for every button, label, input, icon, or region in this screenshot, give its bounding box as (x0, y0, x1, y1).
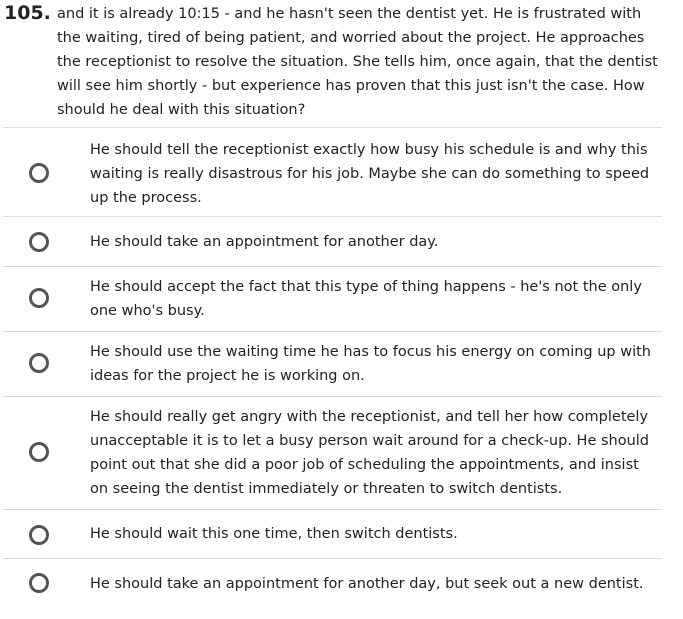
answer-option-label: He should use the waiting time he has to focus his energy on coming up with ideas for the project he is working on. (90, 344, 651, 384)
answer-option-4[interactable] (3, 331, 662, 396)
radio-button-icon[interactable] (29, 232, 49, 252)
answer-options (3, 127, 662, 618)
answer-option-3[interactable] (3, 266, 662, 331)
answer-option-2[interactable] (3, 216, 662, 266)
answer-option-7[interactable] (3, 558, 662, 618)
answer-option-label: He should accept the fact that this type of thing happens - he's not the only one who's busy. (90, 279, 642, 319)
question-block (0, 0, 683, 128)
answer-option-label: He should tell the receptionist exactly how busy his schedule is and why this waiting is really disastrous for his job. Maybe she can do something to speed up the process. (90, 142, 650, 206)
radio-button-icon[interactable] (29, 442, 49, 462)
answer-option-label: He should take an appointment for another day, but seek out a new dentist. (90, 576, 644, 592)
answer-option-5[interactable] (3, 396, 662, 509)
radio-button-icon[interactable] (29, 288, 49, 308)
radio-button-icon[interactable] (29, 573, 49, 593)
question-number: 105. (4, 2, 51, 24)
answer-option-label: He should really get angry with the receptionist, and tell her how completely unacceptable it is to let a busy person wait around for a check-up. He should point out that she did a poor job of scheduling the appointments, and insist on seeing the dentist immediately or threaten to switch dentists. (90, 409, 650, 497)
radio-button-icon[interactable] (29, 163, 49, 183)
answer-option-1[interactable] (3, 127, 662, 216)
answer-option-label: He should take an appointment for another day. (90, 234, 439, 250)
radio-button-icon[interactable] (29, 525, 49, 545)
question-text: and it is already 10:15 - and he hasn't seen the dentist yet. He is frustrated with the waiting, tired of being patient, and worried about the project. He approaches the receptionist to resolve the situation. She tells him, once again, that the dentist will see him shortly - but experience has proven that this just isn't the case. How should he deal with this situation? (57, 6, 658, 118)
answer-option-6[interactable] (3, 509, 662, 558)
radio-button-icon[interactable] (29, 353, 49, 373)
answer-option-label: He should wait this one time, then switch dentists. (90, 526, 458, 542)
